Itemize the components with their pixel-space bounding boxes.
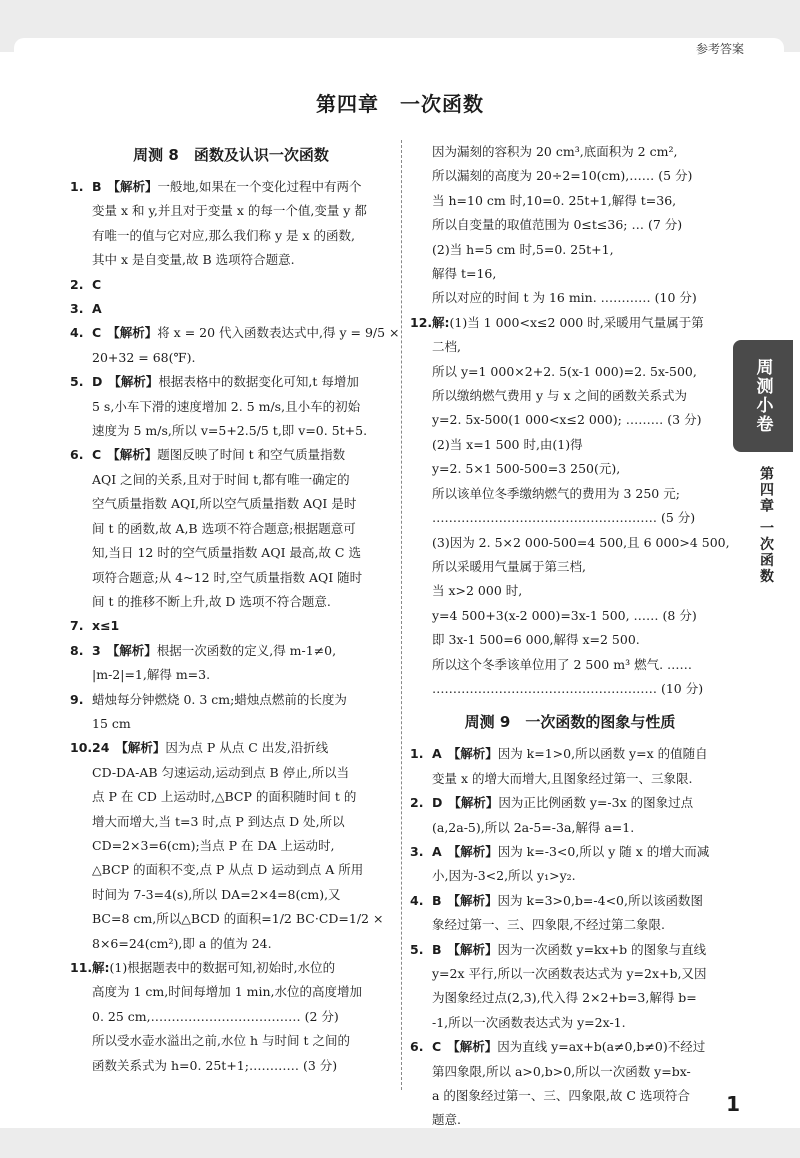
item-tag: 【解析】 (107, 325, 158, 341)
item-number: 7. (70, 618, 84, 634)
item-number: 3. (70, 301, 84, 317)
item-line: 24 【解析】因为点 P 从点 C 出发,沿折线 (92, 740, 329, 756)
item-line: AQI 之间的关系,且对于时间 t,都有唯一确定的 (92, 471, 350, 487)
item-line: 0. 25 cm,……………………………… (2 分) (92, 1008, 339, 1024)
item-line: 解得 t=16, (432, 266, 497, 282)
item-line: D 【解析】根据表格中的数据变化可知,t 每增加 (92, 374, 359, 390)
item-answer: A (432, 843, 442, 859)
item-line: BC=8 cm,所以△BCD 的面积=1/2 BC·CD=1/2 × (92, 911, 384, 927)
item-line: |m-2|=1,解得 m=3. (92, 667, 211, 683)
item-tag: 【解析】 (447, 892, 498, 908)
item-tag: 【解析】 (115, 740, 166, 756)
week8-item (70, 614, 392, 638)
item-line: 所以对应的时间 t 为 16 min. ………… (10 分) (432, 290, 697, 306)
item-line: ……………………………………………… (10 分) (432, 680, 704, 696)
column-divider (401, 140, 402, 1090)
side-tab-label: 周测小卷 (752, 358, 773, 434)
bottom-margin (0, 1128, 800, 1158)
item-tag: 【解析】 (447, 941, 498, 957)
item-line: 时间为 7-3=4(s),所以 DA=2×4=8(cm),又 (92, 886, 341, 902)
section-title-week9: 周测 9 一次函数的图象与性质 (464, 713, 676, 732)
item-line: 8×6=24(cm²),即 a 的值为 24. (92, 935, 272, 951)
item-line: C 【解析】将 x = 20 代入函数表达式中,得 y = 9/5 × (92, 325, 400, 341)
week9-item (410, 938, 730, 1036)
item-answer: A (92, 301, 102, 317)
item-number: 3. (410, 843, 424, 859)
item-answer: C (92, 447, 102, 463)
week8-item (70, 443, 392, 614)
item-line: 速度为 5 m/s,所以 v=5+2.5/5 t,即 v=0. 5t+5. (92, 423, 368, 439)
week9-item (410, 1035, 730, 1133)
item-line: 变量 x 和 y,并且对于变量 x 的每一个值,变量 y 都 (92, 203, 367, 219)
item-line (92, 614, 392, 638)
item-line: 二档, (432, 339, 461, 355)
item-line: y=2x 平行,所以一次函数表达式为 y=2x+b,又因 (432, 966, 707, 981)
item-line: 3 【解析】根据一次函数的定义,得 m-1≠0, (92, 642, 337, 658)
item-number: 6. (70, 447, 84, 463)
week8-item (70, 688, 392, 737)
item-answer: B (92, 179, 102, 194)
item-line: 函数关系式为 h=0. 25t+1;………… (3 分) (92, 1057, 338, 1073)
item-tag: 【解析】 (447, 1039, 498, 1055)
item-answer: 3 (92, 642, 101, 658)
item-line: y=2. 5×1 500-500=3 250(元), (432, 461, 621, 477)
item-number: 1. (70, 179, 84, 194)
item-line: 第四象限,所以 a>0,b>0,所以一次函数 y=bx- (432, 1063, 691, 1079)
item-answer: D (92, 374, 103, 390)
item-number: 4. (70, 325, 84, 341)
week9-item (410, 742, 730, 791)
item-line: (2)当 h=5 cm 时,5=0. 25t+1, (432, 241, 614, 257)
item-number: 5. (410, 941, 424, 957)
item-number: 4. (410, 892, 424, 908)
item-line: 空气质量指数 AQI,所以空气质量指数 AQI 是时 (92, 496, 357, 512)
week8-continued (410, 140, 730, 311)
item-line: (3)因为 2. 5×2 000-500=4 500,且 6 000>4 500, (432, 534, 730, 550)
item-line: A 【解析】因为 k=1>0,所以函数 y=x 的值随自 (432, 746, 708, 762)
item-line: 解:(1)当 1 000<x≤2 000 时,采暖用气量属于第 (432, 314, 704, 330)
item-line: 所以缴纳燃气费用 y 与 x 之间的函数关系式为 (432, 388, 688, 404)
item-line: 20+32 = 68(℉). (92, 349, 196, 365)
item-line: ……………………………………………… (5 分) (432, 510, 696, 526)
item-line: CD=2×3=6(cm);当点 P 在 DA 上运动时, (92, 837, 335, 853)
item-line: B 【解析】一般地,如果在一个变化过程中有两个 (92, 179, 362, 194)
item-line (92, 297, 392, 321)
item-tag: 【解析】 (106, 642, 157, 658)
page-number: 1 (726, 1092, 740, 1116)
item-tag: 【解析】 (107, 447, 158, 463)
item-number: 2. (410, 795, 424, 811)
header-label: 参考答案 (695, 42, 744, 56)
item-line: 所以自变量的取值范围为 0≤t≤36; … (7 分) (432, 217, 683, 233)
item-number: 6. (410, 1039, 424, 1055)
week8-item (70, 321, 400, 370)
item-line: 小,因为-3<2,所以 y₁>y₂. (432, 868, 576, 884)
week9-answer-list (410, 742, 730, 1133)
item-line: B 【解析】因为一次函数 y=kx+b 的图象与直线 (432, 941, 707, 957)
item-answer: B (432, 892, 442, 908)
item-tag: 【解析】 (447, 843, 498, 859)
item-line: 高度为 1 cm,时间每增加 1 min,水位的高度增加 (92, 984, 363, 1000)
item-number: 2. (70, 276, 84, 292)
item-answer: C (92, 325, 102, 341)
week8-item (70, 273, 392, 297)
item-line: 知,当日 12 时的空气质量指数 AQI 最高,故 C 选 (92, 545, 361, 561)
item-line: 变量 x 的增大而增大,且图象经过第一、三象限. (432, 770, 693, 786)
item-line: A 【解析】因为 k=-3<0,所以 y 随 x 的增大而减 (432, 843, 710, 859)
week9-item (410, 791, 730, 840)
item-line: 所以采暖用气量属于第三档, (432, 558, 586, 574)
week8-answer-list (70, 175, 400, 1078)
item-line: 增大而增大,当 t=3 时,点 P 到达点 D 处,所以 (92, 813, 345, 829)
item-line: 象经过第一、三、四象限,不经过第二象限. (432, 917, 665, 933)
item-line: -1,所以一次函数表达式为 y=2x-1. (432, 1014, 626, 1030)
item-line: 解:(1)根据题表中的数据可知,初始时,水位的 (92, 960, 336, 975)
week8-item (70, 956, 392, 1078)
left-column (70, 140, 400, 1078)
item-number: 1. (410, 746, 424, 762)
item-line: 间 t 的推移不断上升,故 D 选项不符合题意. (92, 593, 331, 609)
item-line: CD-DA-AB 匀速运动,运动到点 B 停止,所以当 (92, 764, 350, 780)
item-line: 因为漏刻的容积为 20 cm³,底面积为 2 cm², (432, 144, 678, 159)
week8-item (70, 297, 392, 321)
item-answer: C (432, 1039, 442, 1055)
item-number: 10. (70, 740, 93, 756)
week8-item (70, 639, 392, 688)
item-answer: A (432, 746, 442, 762)
week8-item (70, 736, 392, 956)
item-line: 点 P 在 CD 上运动时,△BCP 的面积随时间 t 的 (92, 789, 357, 805)
item-answer: D (432, 795, 443, 811)
item-line: (2)当 x=1 500 时,由(1)得 (432, 436, 583, 452)
item-line: 有唯一的值与它对应,那么我们称 y 是 x 的函数, (92, 227, 355, 243)
item-line: 当 h=10 cm 时,10=0. 25t+1,解得 t=36, (432, 192, 677, 208)
item-line: 5 s,小车下滑的速度增加 2. 5 m/s,且小车的初始 (92, 398, 361, 414)
item-tag: 【解析】 (107, 179, 158, 194)
week8-item (70, 175, 392, 273)
item-line: C 【解析】因为直线 y=ax+b(a≠0,b≠0)不经过 (432, 1039, 706, 1055)
item-line: 为图象经过点(2,3),代入得 2×2+b=3,解得 b= (432, 990, 697, 1006)
item-number: 5. (70, 374, 84, 390)
item-line: △BCP 的面积不变,点 P 从点 D 运动到点 A 所用 (92, 862, 364, 878)
week9-item (410, 840, 730, 889)
item-line: 所以这个冬季该单位用了 2 500 m³ 燃气. …… (432, 656, 693, 672)
item-line: y=2. 5x-500(1 000<x≤2 000); ……… (3 分) (432, 412, 702, 428)
item-line: 当 x>2 000 时, (432, 583, 523, 599)
item-line: B 【解析】因为 k=3>0,b=-4<0,所以该函数图 (432, 892, 703, 908)
item-tag: 【解析】 (108, 374, 159, 390)
item-line: 题意. (432, 1112, 461, 1128)
item-line: 即 3x-1 500=6 000,解得 x=2 500. (432, 632, 640, 648)
chapter-title: 第四章 一次函数 (316, 92, 484, 116)
week9-item (410, 889, 730, 938)
item-line: (a,2a-5),所以 2a-5=-3a,解得 a=1. (432, 819, 635, 835)
item-line: 15 cm (92, 715, 131, 731)
item-line (92, 273, 392, 297)
item-line: 间 t 的函数,故 A,B 选项不符合题意;根据题意可 (92, 520, 356, 536)
side-tab[interactable] (733, 340, 793, 452)
item-tag: 【解析】 (448, 795, 499, 811)
right-column (410, 140, 730, 1133)
item-tag: 解: (432, 314, 450, 330)
item-line: a 的图象经过第一、三、四象限,故 C 选项符合 (432, 1088, 690, 1104)
item-tag: 解: (92, 960, 110, 975)
item-line: 所以受水壶水溢出之前,水位 h 与时间 t 之间的 (92, 1033, 350, 1049)
side-chapter-label: 第四章 一次函数 (758, 466, 774, 585)
item-number: 12. (410, 314, 433, 330)
item-number: 9. (70, 691, 84, 707)
item-line: 蜡烛每分钟燃烧 0. 3 cm;蜡烛点燃前的长度为 (92, 691, 347, 707)
answer-item-12 (410, 311, 730, 702)
item-answer: 24 (92, 740, 110, 756)
section-title-week8: 周测 8 函数及认识一次函数 (133, 146, 329, 164)
item-line: 所以 y=1 000×2+2. 5(x-1 000)=2. 5x-500, (432, 363, 697, 379)
item-answer: B (432, 941, 442, 957)
item-line: 所以漏刻的高度为 20÷2=10(cm),…… (5 分) (432, 168, 693, 184)
item-number: 11. (70, 960, 93, 975)
item-line: D 【解析】因为正比例函数 y=-3x 的图象过点 (432, 795, 694, 811)
item-line: C 【解析】题图反映了时间 t 和空气质量指数 (92, 447, 346, 463)
item-tag: 【解析】 (447, 746, 498, 762)
item-line: 所以该单位冬季缴纳燃气的费用为 3 250 元; (432, 485, 680, 501)
item-answer: C (92, 276, 102, 292)
item-answer: x≤1 (92, 618, 120, 634)
item-line: y=4 500+3(x-2 000)=3x-1 500, …… (8 分) (432, 607, 697, 623)
item-line: 其中 x 是自变量,故 B 选项符合题意. (92, 252, 295, 268)
item-number: 8. (70, 642, 84, 658)
item-line: 项符合题意;从 4~12 时,空气质量指数 AQI 随时 (92, 569, 363, 585)
week8-item (70, 370, 392, 443)
